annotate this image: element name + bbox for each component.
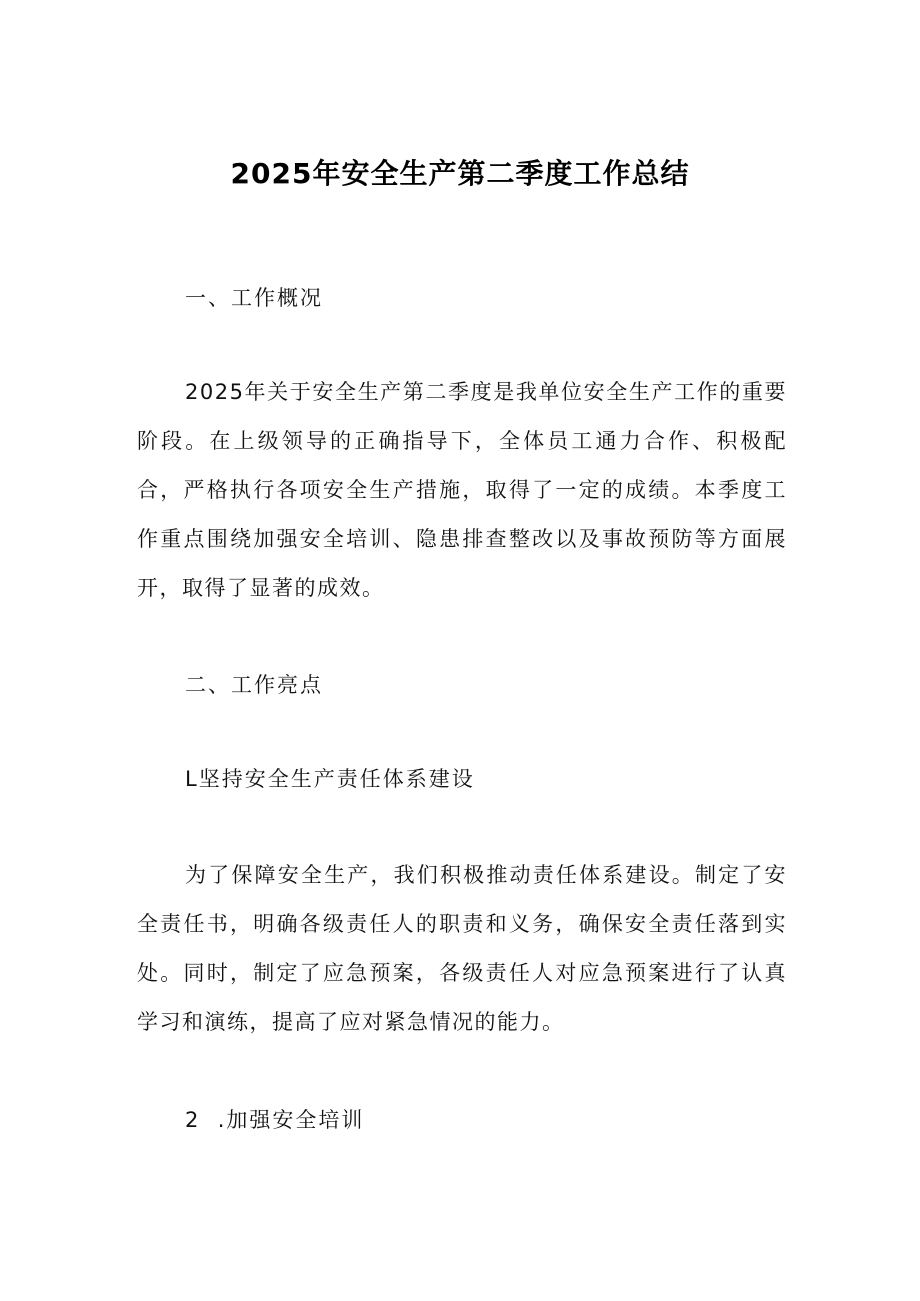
section-heading-work-highlights: 二、工作亮点 [185, 673, 323, 697]
subheading-safety-training: 2 .加强安全培训 [185, 1108, 365, 1132]
section-heading-work-overview: 一、工作概况 [185, 286, 323, 310]
document-title: 2025年安全生产第二季度工作总结 [230, 157, 690, 190]
paragraph-responsibility-system: 为了保障安全生产，我们积极推动责任体系建设。制定了安全责任书，明确各级责任人的职责和义务，确保安全责任落到实处。同时，制定了应急预案，各级责任人对应急预案进行了认真学习和演练，提高了应对紧急情况的能力。 [137, 863, 787, 1034]
subheading-responsibility-system: L坚持安全生产责任体系建设 [185, 767, 475, 791]
paragraph-work-overview: 2025年关于安全生产第二季度是我单位安全生产工作的重要阶段。在上级领导的正确指导下，全体员工通力合作、积极配合，严格执行各项安全生产措施，取得了一定的成绩。本季度工作重点围绕加强安全培训、隐患排查整改以及事故预防等方面展开，取得了显著的成效。 [137, 380, 787, 600]
